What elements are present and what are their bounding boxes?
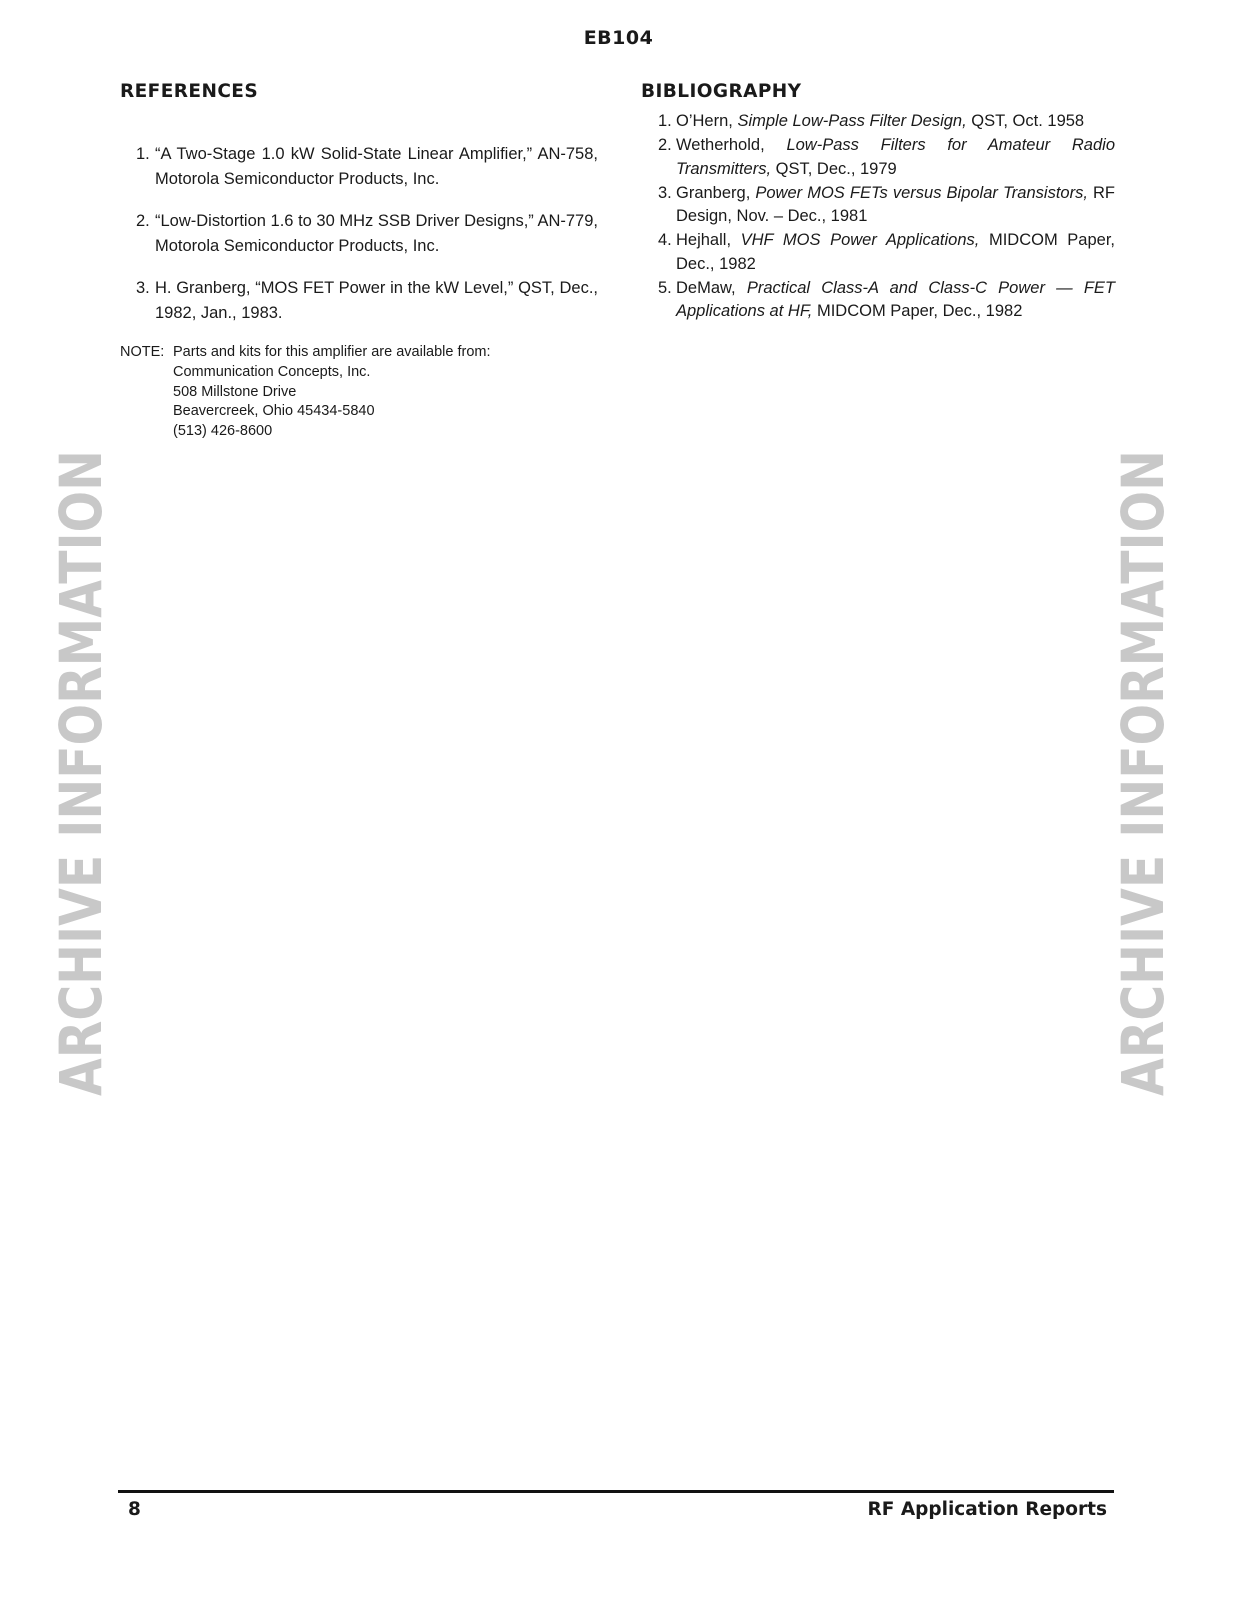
bibliography-number: 3. — [658, 183, 672, 202]
bibliography-list — [641, 110, 1115, 324]
page-number: 8 — [128, 1499, 141, 1520]
note-line: Beavercreek, Ohio 45434-5840 — [173, 403, 375, 420]
reference-text: “Low-Distortion 1.6 to 30 MHz SSB Driver Designs,” AN-779, Motorola Semiconductor Products, Inc. — [155, 212, 598, 255]
bibliography-author: Wetherhold, — [676, 136, 765, 154]
reference-text: “A Two-Stage 1.0 kW Solid-State Linear Amplifier,” AN-758, Motorola Semiconductor Products, Inc. — [155, 145, 598, 188]
archive-watermark-right — [1109, 328, 1177, 1098]
bibliography-source: RF Design, Nov. – Dec., 1981 — [676, 183, 1115, 225]
note-line: Communication Concepts, Inc. — [173, 363, 371, 380]
bibliography-author: Granberg, — [676, 183, 751, 202]
bibliography-item — [641, 182, 1115, 229]
bibliography-number: 2. — [658, 136, 672, 154]
references-heading: REFERENCES — [120, 81, 259, 102]
bibliography-item — [641, 134, 1115, 181]
note-line: (513) 426-8600 — [173, 423, 273, 440]
watermark-text: ARCHIVE INFORMATION — [47, 328, 115, 1096]
bibliography-author: DeMaw, — [676, 278, 736, 297]
bibliography-author: Hejhall, — [676, 231, 732, 249]
bibliography-title: Practical Class-A and Class-C Power — FET Applications at HF, — [676, 278, 1115, 320]
bibliography-column — [641, 80, 1115, 324]
references-list — [120, 142, 598, 326]
bibliography-number: 1. — [658, 112, 672, 130]
note-label: NOTE: — [120, 344, 165, 360]
bibliography-title: Power MOS FETs versus Bipolar Transistors, — [755, 183, 1088, 202]
document-id: EB104 — [583, 27, 654, 49]
watermark-text: ARCHIVE INFORMATION — [1109, 328, 1177, 1096]
bibliography-item — [641, 229, 1115, 276]
bibliography-item — [641, 277, 1115, 324]
footer-title: RF Application Reports — [867, 1499, 1107, 1520]
bibliography-source: MIDCOM Paper, Dec., 1982 — [816, 302, 1023, 320]
reference-item — [120, 276, 598, 326]
reference-number: 2. — [136, 212, 150, 230]
bibliography-title: Simple Low-Pass Filter Design, — [737, 112, 967, 130]
bibliography-number: 4. — [658, 231, 672, 249]
bibliography-title: VHF MOS Power Applications, — [740, 231, 980, 249]
archive-watermark-left — [47, 328, 115, 1098]
reference-number: 3. — [136, 279, 150, 297]
bibliography-number: 5. — [658, 278, 672, 297]
bibliography-source: QST, Dec., 1979 — [775, 159, 897, 178]
bibliography-heading: BIBLIOGRAPHY — [641, 81, 802, 102]
bibliography-source: QST, Oct. 1958 — [971, 112, 1085, 130]
reference-item — [120, 142, 598, 192]
bibliography-item — [641, 110, 1115, 134]
note-line: 508 Millstone Drive — [173, 383, 297, 400]
note-body — [120, 343, 598, 442]
bibliography-title: Low-Pass Filters for Amateur Radio Transmitters, — [676, 136, 1116, 178]
footer-divider — [118, 1490, 1114, 1493]
references-column — [120, 80, 598, 442]
reference-item — [120, 209, 598, 259]
note-line: Parts and kits for this amplifier are available from: — [173, 344, 491, 360]
bibliography-source: MIDCOM Paper, Dec., 1982 — [676, 231, 1115, 273]
supplier-note — [120, 343, 598, 442]
reference-text: H. Granberg, “MOS FET Power in the kW Level,” QST, Dec., 1982, Jan., 1983. — [155, 279, 598, 322]
reference-number: 1. — [136, 145, 150, 163]
bibliography-author: O’Hern, — [676, 112, 733, 130]
